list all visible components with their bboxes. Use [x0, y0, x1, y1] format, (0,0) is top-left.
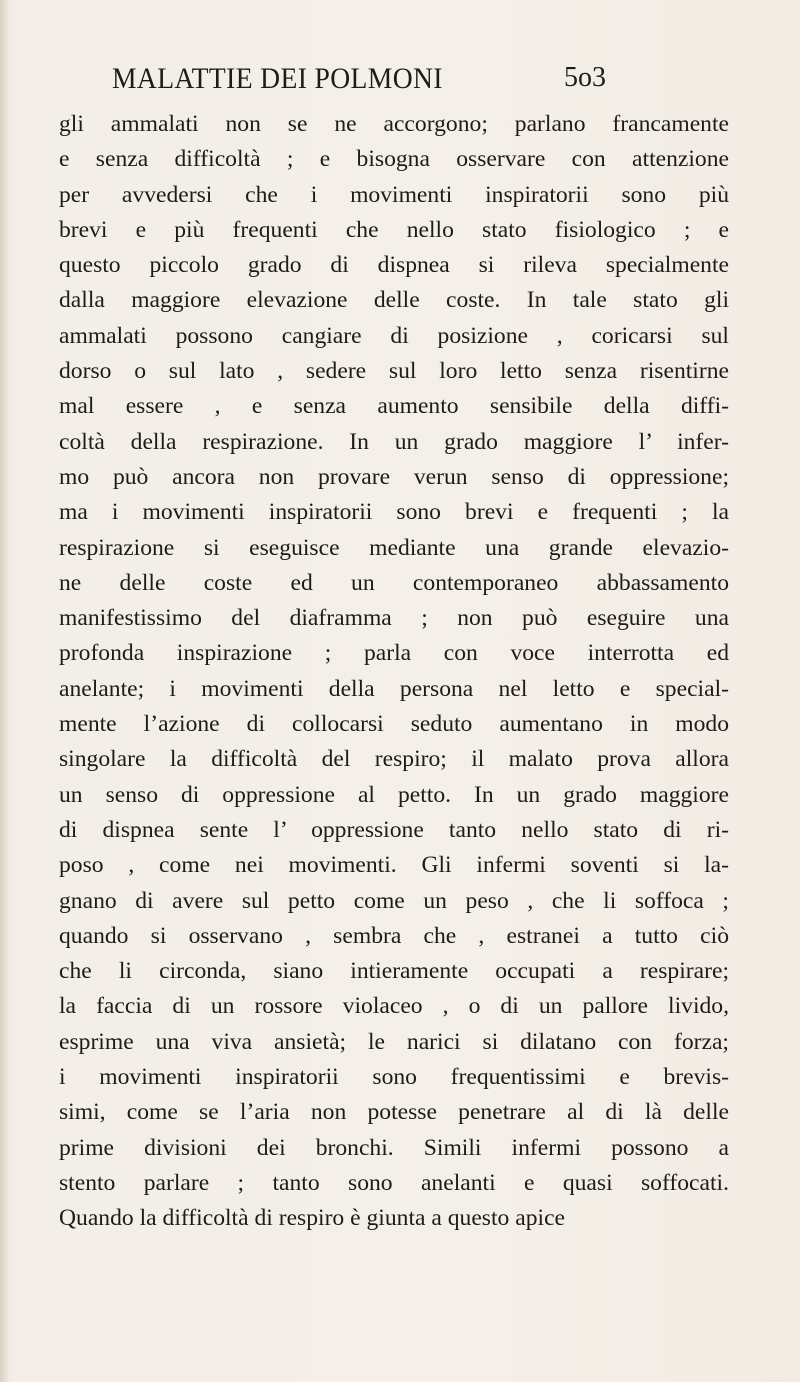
text-line: poso , come nei movimenti. Gli infermi soventi si la-	[59, 852, 729, 879]
text-line: di dispnea sente l’ oppressione tanto nello stato di ri-	[59, 816, 729, 843]
text-line: un senso di oppressione al petto. In un grado maggiore	[59, 781, 729, 808]
text-line: stento parlare ; tanto sono anelanti e quasi soffocati.	[59, 1169, 729, 1196]
text-line: singolare la difficoltà del respiro; il malato prova allora	[59, 746, 729, 773]
page-number: 5o3	[564, 62, 606, 93]
text-line: ne delle coste ed un contemporaneo abbassamento	[59, 569, 729, 596]
text-line: quando si osservano , sembra che , estranei a tutto ciò	[59, 922, 729, 949]
text-line: anelante; i movimenti della persona nel letto e special-	[59, 675, 729, 702]
text-line: esprime una viva ansietà; le narici si dilatano con forza;	[59, 1028, 729, 1055]
text-line: che li circonda, siano intieramente occupati a respirare;	[59, 958, 729, 985]
text-line: prime divisioni dei bronchi. Simili infermi possono a	[59, 1134, 729, 1161]
page-spine-shadow	[0, 0, 8, 1382]
text-line: respirazione si eseguisce mediante una grande elevazio-	[59, 534, 729, 561]
text-line: brevi e più frequenti che nello stato fisiologico ; e	[59, 216, 729, 243]
text-line: manifestissimo del diaframma ; non può eseguire una	[59, 605, 729, 632]
text-line: mal essere , e senza aumento sensibile della diffi-	[59, 393, 729, 420]
text-line: ammalati possono cangiare di posizione , coricarsi sul	[59, 322, 729, 349]
text-line: simi, come se l’aria non potesse penetrare al di là delle	[59, 1099, 729, 1126]
text-line: ma i movimenti inspiratorii sono brevi e frequenti ; la	[59, 499, 729, 526]
text-line: mente l’azione di collocarsi seduto aumentano in modo	[59, 711, 729, 738]
page-header	[112, 62, 612, 102]
text-line: e senza difficoltà ; e bisogna osservare con attenzione	[59, 146, 729, 173]
text-line: coltà della respirazione. In un grado maggiore l’ infer-	[59, 428, 729, 455]
text-line: profonda inspirazione ; parla con voce interrotta ed	[59, 640, 729, 667]
text-line: Quando la difficoltà di respiro è giunta a questo apice	[59, 1205, 566, 1232]
text-line: i movimenti inspiratorii sono frequentissimi e brevis-	[59, 1064, 729, 1091]
text-line: gli ammalati non se ne accorgono; parlano francamente	[59, 111, 729, 137]
text-line: dalla maggiore elevazione delle coste. In tale stato gli	[59, 287, 729, 314]
text-line: mo può ancora non provare verun senso di oppressione;	[59, 463, 729, 490]
text-line: la faccia di un rossore violaceo , o di un pallore livido,	[59, 993, 729, 1020]
text-line: dorso o sul lato , sedere sul loro letto senza risentirne	[59, 358, 729, 385]
text-line: gnano di avere sul petto come un peso , che li soffoca ;	[59, 887, 729, 914]
text-line: per avvedersi che i movimenti inspiratorii sono più	[59, 181, 729, 208]
body-text	[59, 107, 729, 1237]
text-line: questo piccolo grado di dispnea si rileva specialmente	[59, 252, 729, 279]
running-title: MALATTIE DEI POLMONI	[112, 62, 443, 95]
